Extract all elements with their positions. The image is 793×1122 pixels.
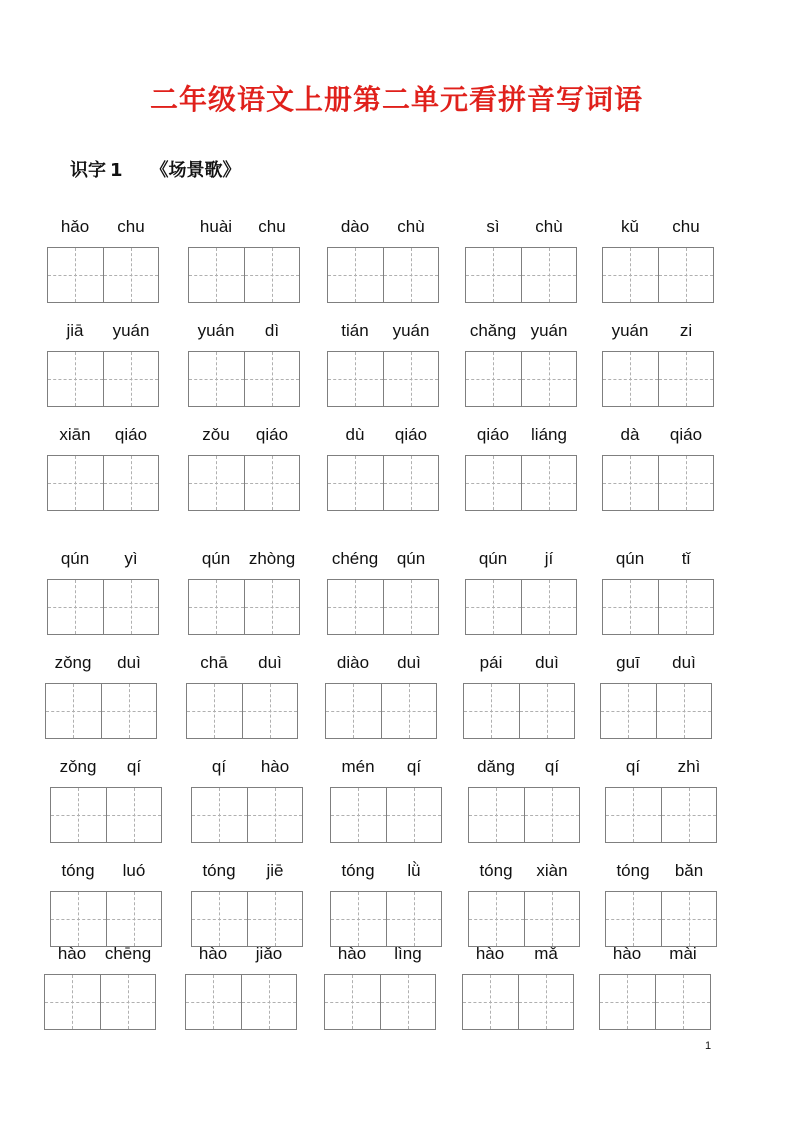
tian-zi-cell[interactable] xyxy=(328,352,383,406)
pinyin-row xyxy=(44,944,156,968)
tian-zi-cell[interactable] xyxy=(328,456,383,510)
word-item xyxy=(47,425,159,511)
writing-grid xyxy=(324,974,436,1030)
word-item xyxy=(44,944,156,1030)
pinyin-syllable: jí xyxy=(544,549,554,568)
pinyin-syllable: dù xyxy=(345,425,365,444)
writing-grid xyxy=(330,787,442,843)
word-item xyxy=(602,549,714,635)
pinyin-syllable: duì xyxy=(535,653,559,672)
writing-grid xyxy=(463,683,575,739)
word-item xyxy=(47,549,159,635)
pinyin-syllable: tóng xyxy=(341,861,375,880)
tian-zi-cell[interactable] xyxy=(383,580,439,634)
tian-zi-cell[interactable] xyxy=(189,352,244,406)
pinyin-syllable: qún xyxy=(60,549,90,568)
lesson-number: 1 xyxy=(110,160,123,181)
pinyin-syllable: tián xyxy=(341,321,369,340)
pinyin-syllable: yuán xyxy=(197,321,235,340)
pinyin-row xyxy=(50,757,162,781)
word-item xyxy=(465,549,577,635)
pinyin-row xyxy=(602,425,714,449)
tian-zi-cell[interactable] xyxy=(48,248,103,302)
tian-zi-cell[interactable] xyxy=(603,580,658,634)
word-item xyxy=(327,217,439,303)
lesson-label: 识字 xyxy=(70,160,106,181)
word-item xyxy=(327,321,439,407)
writing-grid xyxy=(468,787,580,843)
word-item xyxy=(462,944,574,1030)
word-item xyxy=(602,217,714,303)
tian-zi-cell[interactable] xyxy=(603,248,658,302)
pinyin-syllable: qún xyxy=(478,549,508,568)
writing-grid xyxy=(44,974,156,1030)
lesson-name: 《场景歌》 xyxy=(150,160,241,181)
tian-zi-cell[interactable] xyxy=(103,580,159,634)
pinyin-syllable: qí xyxy=(544,757,560,776)
pinyin-syllable: duì xyxy=(672,653,696,672)
tian-zi-cell[interactable] xyxy=(606,788,661,842)
pinyin-row xyxy=(465,217,577,241)
tian-zi-cell[interactable] xyxy=(106,892,162,946)
tian-zi-cell[interactable] xyxy=(466,352,521,406)
writing-grid xyxy=(327,455,439,511)
pinyin-syllable: chǎng xyxy=(469,321,517,340)
tian-zi-cell[interactable] xyxy=(469,788,524,842)
word-item xyxy=(191,861,303,947)
pinyin-syllable: qún xyxy=(201,549,231,568)
tian-zi-cell[interactable] xyxy=(186,975,241,1029)
word-item xyxy=(468,757,580,843)
pinyin-syllable: dǎng xyxy=(477,757,515,776)
tian-zi-cell[interactable] xyxy=(106,788,162,842)
pinyin-syllable: hào xyxy=(612,944,642,963)
pinyin-syllable: yì xyxy=(124,549,138,568)
tian-zi-cell[interactable] xyxy=(518,975,574,1029)
writing-grid xyxy=(465,579,577,635)
pinyin-row xyxy=(45,653,157,677)
pinyin-syllable: huài xyxy=(199,217,233,236)
pinyin-syllable: tóng xyxy=(479,861,513,880)
pinyin-row xyxy=(185,944,297,968)
pinyin-syllable: duì xyxy=(258,653,282,672)
writing-grid xyxy=(465,351,577,407)
word-item xyxy=(188,549,300,635)
tian-zi-cell[interactable] xyxy=(244,580,300,634)
writing-grid xyxy=(186,683,298,739)
tian-zi-cell[interactable] xyxy=(328,580,383,634)
writing-grid xyxy=(50,891,162,947)
word-item xyxy=(468,861,580,947)
pinyin-syllable: dào xyxy=(340,217,370,236)
pinyin-row xyxy=(465,425,577,449)
word-item xyxy=(600,653,712,739)
pinyin-row xyxy=(188,217,300,241)
writing-grid xyxy=(465,247,577,303)
tian-zi-cell[interactable] xyxy=(524,892,580,946)
word-item xyxy=(324,944,436,1030)
pinyin-syllable: qiáo xyxy=(669,425,703,444)
pinyin-syllable: guī xyxy=(616,653,640,672)
pinyin-syllable: zǒng xyxy=(54,653,92,672)
tian-zi-cell[interactable] xyxy=(48,456,103,510)
pinyin-syllable: pái xyxy=(479,653,503,672)
pinyin-row xyxy=(602,549,714,573)
pinyin-syllable: xiàn xyxy=(536,861,568,880)
pinyin-syllable: luó xyxy=(122,861,146,880)
tian-zi-cell[interactable] xyxy=(103,248,159,302)
pinyin-row xyxy=(47,321,159,345)
pinyin-syllable: zhì xyxy=(677,757,701,776)
word-item xyxy=(45,653,157,739)
tian-zi-cell[interactable] xyxy=(603,352,658,406)
writing-grid xyxy=(327,247,439,303)
pinyin-syllable: chu xyxy=(672,217,700,236)
pinyin-syllable: qí xyxy=(126,757,142,776)
writing-grid xyxy=(188,455,300,511)
word-item xyxy=(186,653,298,739)
tian-zi-cell[interactable] xyxy=(521,352,577,406)
writing-grid xyxy=(465,455,577,511)
pinyin-syllable: hǎo xyxy=(60,217,90,236)
pinyin-syllable: qún xyxy=(615,549,645,568)
word-item xyxy=(47,321,159,407)
pinyin-syllable: chù xyxy=(397,217,425,236)
writing-grid xyxy=(602,351,714,407)
tian-zi-cell[interactable] xyxy=(656,684,712,738)
word-item xyxy=(602,321,714,407)
tian-zi-cell[interactable] xyxy=(600,975,655,1029)
tian-zi-cell[interactable] xyxy=(466,456,521,510)
tian-zi-cell[interactable] xyxy=(103,456,159,510)
pinyin-row xyxy=(325,653,437,677)
page-title: 二年级语文上册第二单元看拼音写词语 xyxy=(149,83,643,116)
pinyin-syllable: xiān xyxy=(59,425,91,444)
word-item xyxy=(605,861,717,947)
pinyin-row xyxy=(462,944,574,968)
word-item xyxy=(188,217,300,303)
tian-zi-cell[interactable] xyxy=(658,456,714,510)
pinyin-syllable: yuán xyxy=(611,321,649,340)
tian-zi-cell[interactable] xyxy=(380,975,436,1029)
tian-zi-cell[interactable] xyxy=(463,975,518,1029)
pinyin-syllable: hào xyxy=(57,944,87,963)
pinyin-row xyxy=(465,549,577,573)
pinyin-row xyxy=(468,757,580,781)
pinyin-syllable: diào xyxy=(336,653,370,672)
tian-zi-cell[interactable] xyxy=(45,975,100,1029)
writing-grid xyxy=(188,247,300,303)
tian-zi-cell[interactable] xyxy=(466,248,521,302)
pinyin-syllable: sì xyxy=(486,217,500,236)
tian-zi-cell[interactable] xyxy=(521,248,577,302)
pinyin-row xyxy=(324,944,436,968)
pinyin-syllable: zǒng xyxy=(59,757,97,776)
pinyin-syllable: chēng xyxy=(104,944,152,963)
pinyin-syllable: hào xyxy=(198,944,228,963)
word-item xyxy=(463,653,575,739)
pinyin-syllable: hào xyxy=(337,944,367,963)
pinyin-syllable: yuán xyxy=(112,321,150,340)
pinyin-syllable: chù xyxy=(535,217,563,236)
pinyin-row xyxy=(188,321,300,345)
pinyin-syllable: hào xyxy=(475,944,505,963)
writing-grid xyxy=(599,974,711,1030)
writing-grid xyxy=(330,891,442,947)
word-item xyxy=(465,217,577,303)
word-item xyxy=(191,757,303,843)
pinyin-syllable: zi xyxy=(679,321,693,340)
tian-zi-cell[interactable] xyxy=(606,892,661,946)
pinyin-row xyxy=(327,425,439,449)
pinyin-row xyxy=(50,861,162,885)
pinyin-syllable: yuán xyxy=(530,321,568,340)
pinyin-syllable: jiā xyxy=(66,321,84,340)
pinyin-row xyxy=(186,653,298,677)
writing-grid xyxy=(327,351,439,407)
writing-grid xyxy=(602,455,714,511)
writing-grid xyxy=(605,787,717,843)
tian-zi-cell[interactable] xyxy=(524,788,580,842)
tian-zi-cell[interactable] xyxy=(601,684,656,738)
tian-zi-cell[interactable] xyxy=(331,788,386,842)
pinyin-row xyxy=(600,653,712,677)
tian-zi-cell[interactable] xyxy=(603,456,658,510)
tian-zi-cell[interactable] xyxy=(521,456,577,510)
tian-zi-cell[interactable] xyxy=(326,684,381,738)
pinyin-row xyxy=(327,321,439,345)
tian-zi-cell[interactable] xyxy=(328,248,383,302)
pinyin-row xyxy=(605,861,717,885)
writing-grid xyxy=(188,579,300,635)
pinyin-syllable: mǎ xyxy=(534,944,558,963)
word-item xyxy=(50,861,162,947)
pinyin-syllable: qiáo xyxy=(114,425,148,444)
pinyin-row xyxy=(191,861,303,885)
pinyin-syllable: tóng xyxy=(61,861,95,880)
pinyin-syllable: qiáo xyxy=(476,425,510,444)
tian-zi-cell[interactable] xyxy=(466,580,521,634)
pinyin-syllable: bǎn xyxy=(674,861,704,880)
writing-grid xyxy=(191,891,303,947)
writing-grid xyxy=(47,579,159,635)
word-item xyxy=(602,425,714,511)
pinyin-syllable: duì xyxy=(397,653,421,672)
pinyin-syllable: tóng xyxy=(616,861,650,880)
word-item xyxy=(325,653,437,739)
tian-zi-cell[interactable] xyxy=(100,975,156,1029)
writing-grid xyxy=(47,351,159,407)
writing-grid xyxy=(50,787,162,843)
pinyin-row xyxy=(47,425,159,449)
word-item xyxy=(47,217,159,303)
pinyin-syllable: jiē xyxy=(266,861,284,880)
pinyin-row xyxy=(327,217,439,241)
pinyin-syllable: kǔ xyxy=(621,217,639,236)
tian-zi-cell[interactable] xyxy=(655,975,711,1029)
pinyin-syllable: jiǎo xyxy=(255,944,283,963)
writing-grid xyxy=(327,579,439,635)
tian-zi-cell[interactable] xyxy=(48,352,103,406)
tian-zi-cell[interactable] xyxy=(192,892,247,946)
tian-zi-cell[interactable] xyxy=(381,684,437,738)
pinyin-row xyxy=(330,757,442,781)
pinyin-syllable: qí xyxy=(211,757,227,776)
pinyin-syllable: hào xyxy=(260,757,290,776)
pinyin-syllable: mài xyxy=(669,944,697,963)
pinyin-syllable: lǜ xyxy=(407,861,421,880)
tian-zi-cell[interactable] xyxy=(386,892,442,946)
pinyin-syllable: qiáo xyxy=(255,425,289,444)
tian-zi-cell[interactable] xyxy=(325,975,380,1029)
pinyin-row xyxy=(599,944,711,968)
writing-grid xyxy=(602,247,714,303)
writing-grid xyxy=(600,683,712,739)
tian-zi-cell[interactable] xyxy=(51,788,106,842)
pinyin-syllable: qiáo xyxy=(394,425,428,444)
pinyin-syllable: qún xyxy=(396,549,426,568)
pinyin-row xyxy=(605,757,717,781)
word-item xyxy=(605,757,717,843)
tian-zi-cell[interactable] xyxy=(464,684,519,738)
pinyin-syllable: tǐ xyxy=(681,549,691,568)
writing-grid xyxy=(47,455,159,511)
pinyin-row xyxy=(465,321,577,345)
pinyin-syllable: dà xyxy=(620,425,640,444)
pinyin-syllable: chu xyxy=(258,217,286,236)
word-item xyxy=(188,321,300,407)
word-item xyxy=(599,944,711,1030)
pinyin-syllable: zhòng xyxy=(248,549,296,568)
pinyin-syllable: qí xyxy=(406,757,422,776)
writing-grid xyxy=(185,974,297,1030)
writing-grid xyxy=(462,974,574,1030)
pinyin-syllable: dì xyxy=(264,321,280,340)
tian-zi-cell[interactable] xyxy=(386,788,442,842)
tian-zi-cell[interactable] xyxy=(661,892,717,946)
tian-zi-cell[interactable] xyxy=(189,248,244,302)
tian-zi-cell[interactable] xyxy=(103,352,159,406)
tian-zi-cell[interactable] xyxy=(658,248,714,302)
tian-zi-cell[interactable] xyxy=(48,580,103,634)
pinyin-row xyxy=(463,653,575,677)
pinyin-syllable: liáng xyxy=(531,425,567,444)
tian-zi-cell[interactable] xyxy=(244,456,300,510)
pinyin-syllable: chu xyxy=(117,217,145,236)
tian-zi-cell[interactable] xyxy=(383,248,439,302)
writing-grid xyxy=(468,891,580,947)
tian-zi-cell[interactable] xyxy=(247,892,303,946)
tian-zi-cell[interactable] xyxy=(519,684,575,738)
pinyin-row xyxy=(602,321,714,345)
tian-zi-cell[interactable] xyxy=(192,788,247,842)
tian-zi-cell[interactable] xyxy=(383,456,439,510)
tian-zi-cell[interactable] xyxy=(242,684,298,738)
tian-zi-cell[interactable] xyxy=(189,580,244,634)
pinyin-syllable: mén xyxy=(341,757,375,776)
pinyin-row xyxy=(468,861,580,885)
pinyin-syllable: tóng xyxy=(202,861,236,880)
tian-zi-cell[interactable] xyxy=(51,892,106,946)
pinyin-syllable: chéng xyxy=(331,549,379,568)
pinyin-syllable: yuán xyxy=(392,321,430,340)
writing-grid xyxy=(605,891,717,947)
tian-zi-cell[interactable] xyxy=(46,684,101,738)
page-number: 1 xyxy=(704,1040,712,1052)
lesson-heading xyxy=(70,156,241,182)
writing-grid xyxy=(47,247,159,303)
word-item xyxy=(330,757,442,843)
tian-zi-cell[interactable] xyxy=(244,352,300,406)
tian-zi-cell[interactable] xyxy=(101,684,157,738)
pinyin-syllable: chā xyxy=(200,653,228,672)
word-item xyxy=(50,757,162,843)
writing-grid xyxy=(188,351,300,407)
tian-zi-cell[interactable] xyxy=(469,892,524,946)
word-item xyxy=(465,425,577,511)
pinyin-syllable: zǒu xyxy=(202,425,230,444)
pinyin-syllable: duì xyxy=(117,653,141,672)
word-item xyxy=(185,944,297,1030)
word-item xyxy=(327,425,439,511)
tian-zi-cell[interactable] xyxy=(241,975,297,1029)
tian-zi-cell[interactable] xyxy=(187,684,242,738)
writing-grid xyxy=(325,683,437,739)
word-item xyxy=(330,861,442,947)
word-item xyxy=(465,321,577,407)
tian-zi-cell[interactable] xyxy=(521,580,577,634)
pinyin-syllable: qí xyxy=(625,757,641,776)
word-item xyxy=(327,549,439,635)
writing-grid xyxy=(602,579,714,635)
writing-grid xyxy=(191,787,303,843)
pinyin-row xyxy=(188,425,300,449)
tian-zi-cell[interactable] xyxy=(658,352,714,406)
pinyin-row xyxy=(47,549,159,573)
tian-zi-cell[interactable] xyxy=(331,892,386,946)
tian-zi-cell[interactable] xyxy=(244,248,300,302)
tian-zi-cell[interactable] xyxy=(658,580,714,634)
tian-zi-cell[interactable] xyxy=(661,788,717,842)
tian-zi-cell[interactable] xyxy=(247,788,303,842)
pinyin-row xyxy=(191,757,303,781)
word-item xyxy=(188,425,300,511)
pinyin-syllable: lìng xyxy=(394,944,422,963)
pinyin-row xyxy=(327,549,439,573)
writing-grid xyxy=(45,683,157,739)
pinyin-row xyxy=(47,217,159,241)
tian-zi-cell[interactable] xyxy=(189,456,244,510)
tian-zi-cell[interactable] xyxy=(383,352,439,406)
pinyin-row xyxy=(602,217,714,241)
pinyin-row xyxy=(330,861,442,885)
pinyin-row xyxy=(188,549,300,573)
